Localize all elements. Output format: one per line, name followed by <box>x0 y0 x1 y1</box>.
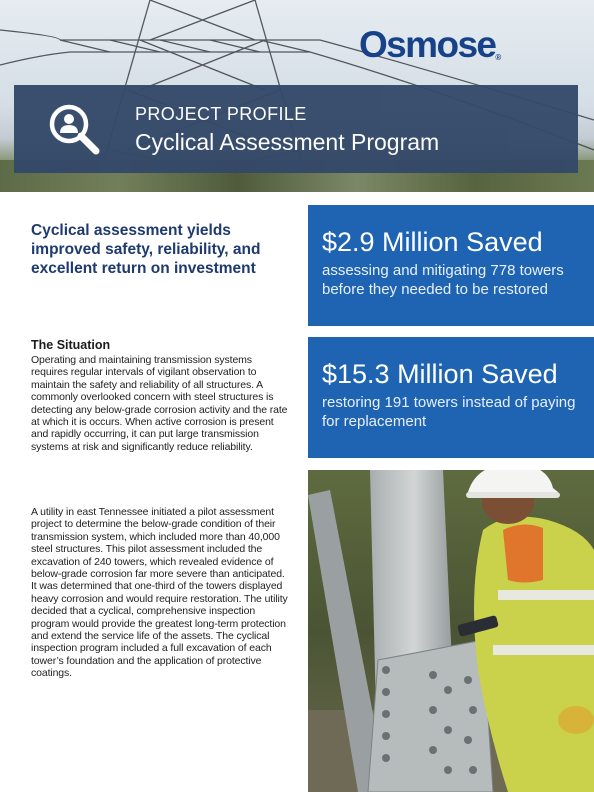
project-profile-banner <box>14 85 578 173</box>
stat-box-savings-2 <box>308 337 594 458</box>
stat-value: $2.9 Million Saved <box>322 227 543 257</box>
situation-paragraph-1: Operating and maintaining transmission systems requires regular intervals of vigilant observation to maintain the safety and reliability of all structures. A commonly overlooked concern with steel structures is detecting any below-grade corrosion activity and the rate at which it is occurs. When active corrosion is present and rapidly occurring, it can put large transmission systems at risk and significantly reduce reliability. <box>31 354 288 453</box>
banner-kicker: PROJECT PROFILE <box>135 104 307 124</box>
situation-paragraph-2: A utility in east Tennessee initiated a pilot assessment project to determine the below-grade condition of their transmission system, which included more than 40,000 steel structures. This pilot assessment included the excavation of 240 towers, which revealed evidence of below-grade corrosion far more severe than anticipated. It was determined that one-third of the towers displayed heavy corrosion and would require restoration. The utility decided that a cyclical, comprehensive inspection program would provide the greatest long-term protection and extend the service life of the assets. The cyclical inspection program included a full excavation of each tower’s foundation and the application of protective coatings. <box>31 506 288 680</box>
headline: Cyclical assessment yields improved safety, reliability, and excellent return on investment <box>31 222 261 277</box>
stat-value: $15.3 Million Saved <box>322 359 558 389</box>
banner-title: Cyclical Assessment Program <box>135 129 440 155</box>
field-worker-photo <box>308 470 594 792</box>
magnifier-person-icon <box>48 103 100 155</box>
osmose-logo: Osmose® <box>359 24 502 65</box>
situation-heading: The Situation <box>31 338 111 352</box>
stat-caption: restoring 191 towers instead of paying for replacement <box>322 394 576 430</box>
stat-caption: assessing and mitigating 778 towers before they needed to be restored <box>322 262 564 298</box>
stat-box-savings-1 <box>308 205 594 326</box>
